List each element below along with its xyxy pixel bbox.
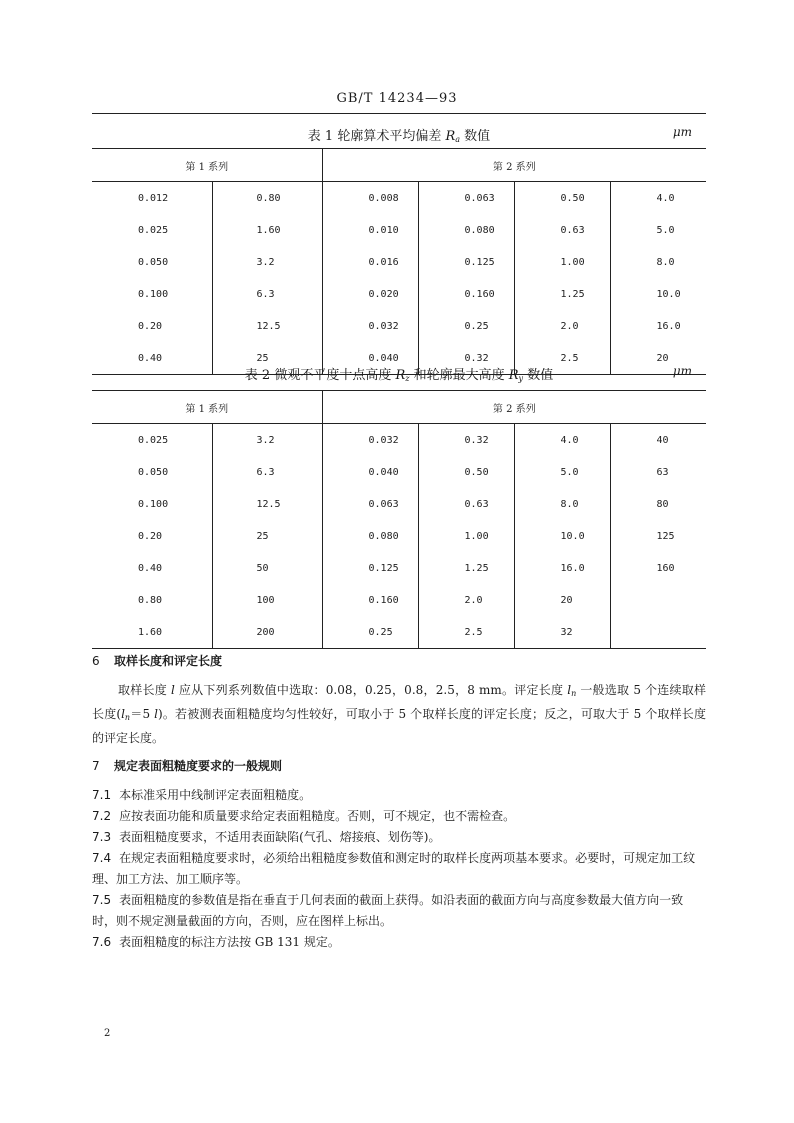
- table1-title: 表 1 轮廓算术平均偏差 $R_a$ 数值: [307, 129, 491, 144]
- table-cell: 0.020: [322, 278, 418, 310]
- table-cell: 0.025: [138, 434, 169, 446]
- table-cell: 0.025: [138, 224, 169, 236]
- table-row: [92, 424, 706, 457]
- table-cell: 0.008: [322, 182, 418, 215]
- table-cell: 0.032: [322, 310, 418, 342]
- table-row: [92, 182, 706, 215]
- table-cell: 20: [610, 342, 706, 375]
- table-cell: 0.50: [514, 182, 610, 215]
- table-cell: 0.080: [418, 214, 514, 246]
- table-cell: 0.63: [418, 488, 514, 520]
- table-cell: 1.60: [92, 616, 212, 649]
- table-cell: 0.20: [138, 320, 163, 332]
- table-cell: 5.0: [514, 456, 610, 488]
- table-row: [92, 584, 706, 616]
- table-row: [92, 246, 706, 278]
- table-cell: 1.00: [514, 246, 610, 278]
- table-cell: 2.0: [418, 584, 514, 616]
- table-cell: 0.080: [322, 520, 418, 552]
- table-row: [92, 278, 706, 310]
- table-cell: 200: [212, 616, 322, 649]
- clause-7-2: 7.2 应按表面功能和质量要求给定表面粗糙度。否则，可不规定，也不需检查。: [92, 809, 516, 823]
- table1-group2-header: 第 2 系列: [322, 149, 706, 182]
- table-cell: 2.5: [418, 616, 514, 649]
- table-cell: 100: [212, 584, 322, 616]
- table-cell: 20: [514, 584, 610, 616]
- section7-heading: 7 规定表面粗糙度要求的一般规则: [92, 759, 283, 773]
- section6-heading: 6 取样长度和评定长度: [92, 654, 223, 668]
- table-cell: 8.0: [610, 246, 706, 278]
- table-cell: 0.125: [418, 246, 514, 278]
- clause-7-4: 7.4 在规定表面粗糙度要求时，必须给出粗糙度参数值和测定时的取样长度两项基本要求。必要时，可规定加工纹理、加工方法、加工顺序等。: [92, 851, 696, 886]
- clause-7-5: 7.5 表面粗糙度的参数值是指在垂直于几何表面的截面上获得。如沿表面的截面方向与高度参数最大值方向一致时，则不规定测量截面的方向，否则，应在图样上标出。: [92, 893, 684, 928]
- table-cell: 160: [610, 552, 706, 584]
- table-cell: 0.80: [138, 594, 163, 606]
- table2-rz-ry-values: [92, 390, 706, 649]
- table1-header-row: [92, 149, 706, 182]
- table-cell: 0.063: [322, 488, 418, 520]
- table-cell: 0.100: [138, 288, 169, 300]
- table-row: [92, 552, 706, 584]
- table-cell: 0.040: [322, 342, 418, 375]
- table-cell: 125: [610, 520, 706, 552]
- table-cell: 0.050: [138, 256, 169, 268]
- table-cell: 12.5: [212, 310, 322, 342]
- table-cell: 0.20: [138, 530, 163, 542]
- table-cell: 4.0: [610, 182, 706, 215]
- table-cell: [610, 584, 706, 616]
- header-rule: [92, 113, 706, 114]
- table2-caption: [92, 360, 706, 386]
- clause-7-1: 7.1 本标准采用中线制评定表面粗糙度。: [92, 788, 312, 802]
- table-cell: 32: [514, 616, 610, 649]
- table-cell: 0.50: [418, 456, 514, 488]
- section6-paragraph: 取样长度 l 应从下列系列数值中选取：0.08，0.25，0.8，2.5，8 mm。评定长度 $l_n$ 一般选取 5 个连续取样长度($l_n=5$ l)。若被测表面粗糙度均匀性较好，可取小于 5 个取样长度的评定长度；反之，可取大于 5 个取样长度的评定长度。: [92, 683, 707, 745]
- table-row: [92, 520, 706, 552]
- table-row: [92, 456, 706, 488]
- table-cell: 0.32: [418, 424, 514, 457]
- page-number: 2: [104, 1028, 111, 1039]
- table-row: [92, 310, 706, 342]
- table2-group2-header: 第 2 系列: [322, 391, 706, 424]
- table1-unit: μm: [672, 125, 692, 139]
- table-cell: 3.2: [212, 246, 322, 278]
- table-cell: 0.160: [322, 584, 418, 616]
- table-cell: 0.25: [322, 616, 418, 649]
- table-cell: 0.125: [322, 552, 418, 584]
- clause-7-6: 7.6 表面粗糙度的标注方法按 GB 131 规定。: [92, 935, 340, 949]
- table-cell: 1.00: [418, 520, 514, 552]
- table-cell: 1.60: [212, 214, 322, 246]
- table-cell: 0.63: [514, 214, 610, 246]
- table-cell: 8.0: [514, 488, 610, 520]
- table-cell: 0.032: [322, 424, 418, 457]
- table-cell: 10.0: [514, 520, 610, 552]
- table2-unit: μm: [672, 364, 692, 378]
- table2-title: 表 2 微观不平度十点高度 $R_z$ 和轮廓最大高度 $R_y$ 数值: [244, 368, 554, 383]
- table-cell: 2.0: [514, 310, 610, 342]
- table-cell: 4.0: [514, 424, 610, 457]
- table1-group1-header: 第 1 系列: [92, 149, 322, 182]
- table-cell: 50: [212, 552, 322, 584]
- table-cell: 0.160: [418, 278, 514, 310]
- table-cell: 0.32: [418, 342, 514, 375]
- table-cell: 16.0: [514, 552, 610, 584]
- table-cell: 0.063: [418, 182, 514, 215]
- table-cell: 5.0: [610, 214, 706, 246]
- table-row: [92, 214, 706, 246]
- table-cell: 0.016: [322, 246, 418, 278]
- table2-header-row: [92, 391, 706, 424]
- table-cell: 0.010: [322, 214, 418, 246]
- table-row: [92, 488, 706, 520]
- table-cell: 16.0: [610, 310, 706, 342]
- table-cell: 0.40: [138, 562, 163, 574]
- table-cell: 25: [212, 342, 322, 375]
- table2-body: [92, 424, 706, 649]
- table-cell: 0.40: [92, 342, 212, 375]
- standard-code: GB/T 14234—93: [336, 91, 458, 106]
- clause-7-3: 7.3 表面粗糙度要求，不适用表面缺陷(气孔、熔接痕、划伤等)。: [92, 830, 441, 844]
- table-cell: 6.3: [212, 278, 322, 310]
- table2-group1-header: 第 1 系列: [92, 391, 322, 424]
- table-cell: [610, 616, 706, 649]
- table-cell: 80: [610, 488, 706, 520]
- table-cell: 0.040: [322, 456, 418, 488]
- table-cell: 25: [212, 520, 322, 552]
- table-cell: 1.25: [514, 278, 610, 310]
- table-cell: 0.100: [138, 498, 169, 510]
- table-cell: 6.3: [212, 456, 322, 488]
- table-cell: 0.050: [138, 466, 169, 478]
- table1-ra-values: [92, 148, 706, 375]
- table1-body: [92, 182, 706, 375]
- table-cell: 63: [610, 456, 706, 488]
- table-cell: 1.25: [418, 552, 514, 584]
- table-cell: 0.012: [138, 192, 169, 204]
- table-cell: 0.80: [212, 182, 322, 215]
- table1-caption: [92, 121, 706, 147]
- table-cell: 0.25: [418, 310, 514, 342]
- table-cell: 3.2: [212, 424, 322, 457]
- table-cell: 10.0: [610, 278, 706, 310]
- table-row: [92, 616, 706, 649]
- table-cell: 12.5: [212, 488, 322, 520]
- table-cell: 2.5: [514, 342, 610, 375]
- table-cell: 40: [610, 424, 706, 457]
